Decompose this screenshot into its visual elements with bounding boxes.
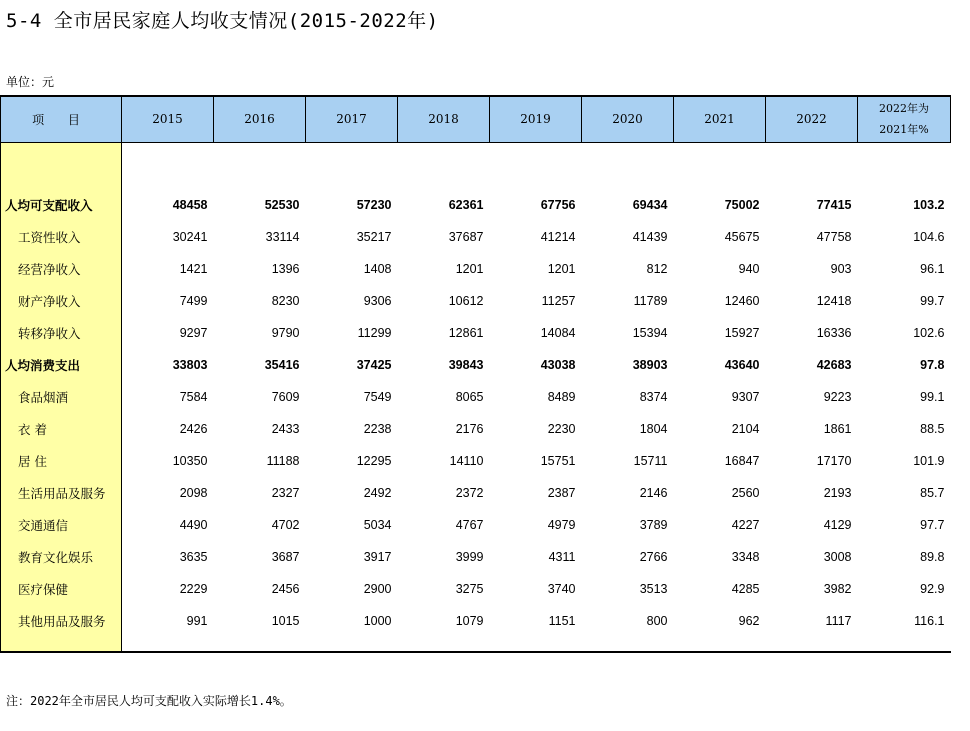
cell-value: 4227 [731, 517, 760, 532]
cell-value: 101.9 [913, 453, 945, 468]
cell-value: 8374 [639, 389, 668, 404]
cell-value: 67756 [540, 197, 576, 212]
cell-value: 16336 [816, 325, 852, 340]
cell-value: 11299 [357, 325, 392, 340]
cell-value: 77415 [816, 197, 852, 212]
cell-value: 991 [186, 613, 208, 628]
cell-value: 4129 [823, 517, 852, 532]
cell-value: 2456 [271, 581, 300, 596]
cell-value: 89.8 [920, 549, 945, 564]
table-row [1, 317, 951, 349]
cell-value: 99.7 [920, 293, 945, 308]
table-row [1, 541, 951, 573]
header-year: 2015 [122, 96, 214, 142]
page-title: 5-4 全市居民家庭人均收支情况(2015-2022年) [6, 10, 439, 32]
cell-value: 7499 [179, 293, 208, 308]
cell-value: 88.5 [920, 421, 945, 436]
cell-value: 2238 [363, 421, 392, 436]
cell-value: 2372 [455, 485, 484, 500]
unit-label: 单位：元 [6, 75, 55, 89]
cell-value: 1117 [825, 613, 852, 628]
cell-value: 102.6 [913, 325, 945, 340]
cell-value: 940 [738, 261, 760, 276]
header-ratio-line2: 2021年% [879, 123, 929, 137]
cell-value: 2492 [363, 485, 392, 500]
cell-value: 15751 [540, 453, 576, 468]
cell-value: 3917 [363, 549, 392, 564]
cell-value: 15711 [633, 453, 668, 468]
cell-value: 45675 [724, 229, 760, 244]
row-label: 人均可支配收入 [1, 189, 122, 221]
header-item: 项 目 [1, 96, 122, 142]
row-label: 医疗保健 [1, 573, 122, 605]
cell-value: 1861 [823, 421, 852, 436]
cell-value: 9790 [271, 325, 300, 340]
row-label: 财产净收入 [1, 285, 122, 317]
header-ratio-line1: 2022年为 [879, 102, 929, 116]
cell-value: 1804 [639, 421, 668, 436]
row-label: 其他用品及服务 [1, 605, 122, 637]
cell-value: 2900 [363, 581, 392, 596]
cell-value: 2560 [731, 485, 760, 500]
cell-value: 2327 [271, 485, 300, 500]
cell-value: 97.8 [920, 357, 945, 372]
row-label: 教育文化娱乐 [1, 541, 122, 573]
cell-value: 2146 [639, 485, 668, 500]
cell-value: 11789 [633, 293, 668, 308]
spacer-row [1, 637, 951, 652]
cell-value: 30241 [172, 229, 208, 244]
row-label: 生活用品及服务 [1, 477, 122, 509]
cell-value: 5034 [363, 517, 392, 532]
cell-value: 3635 [179, 549, 208, 564]
cell-value: 4702 [271, 517, 300, 532]
cell-value: 92.9 [920, 581, 945, 596]
cell-value: 16847 [724, 453, 760, 468]
cell-value: 39843 [448, 357, 484, 372]
header-year: 2022 [766, 96, 858, 142]
cell-value: 3999 [455, 549, 484, 564]
row-label: 人均消费支出 [1, 349, 122, 381]
cell-value: 8065 [455, 389, 484, 404]
cell-value: 69434 [632, 197, 668, 212]
cell-value: 47758 [816, 229, 852, 244]
cell-value: 52530 [264, 197, 300, 212]
cell-value: 1201 [547, 261, 576, 276]
cell-value: 1201 [455, 261, 484, 276]
cell-value: 903 [830, 261, 852, 276]
row-label: 经营净收入 [1, 253, 122, 285]
spacer-row [1, 142, 951, 189]
table-row [1, 253, 951, 285]
table-row [1, 573, 951, 605]
header-year: 2017 [306, 96, 398, 142]
cell-value: 37425 [356, 357, 392, 372]
cell-value: 3348 [731, 549, 760, 564]
table-row [1, 221, 951, 253]
table-row [1, 285, 951, 317]
table-row [1, 605, 951, 637]
cell-value: 1151 [548, 613, 576, 628]
cell-value: 9297 [179, 325, 208, 340]
cell-value: 96.1 [920, 261, 945, 276]
row-label: 居 住 [1, 445, 122, 477]
cell-value: 2229 [179, 581, 208, 596]
cell-value: 2176 [455, 421, 484, 436]
cell-value: 12418 [816, 293, 852, 308]
cell-value: 9306 [363, 293, 392, 308]
cell-value: 37687 [448, 229, 484, 244]
header-year: 2019 [490, 96, 582, 142]
cell-value: 7584 [179, 389, 208, 404]
footnote: 注：2022年全市居民人均可支配收入实际增长1.4%。 [6, 694, 292, 708]
row-label: 食品烟酒 [1, 381, 122, 413]
cell-value: 3789 [639, 517, 668, 532]
cell-value: 1408 [363, 261, 392, 276]
header-year: 2020 [582, 96, 674, 142]
cell-value: 38903 [632, 357, 668, 372]
cell-value: 116.1 [914, 613, 945, 628]
cell-value: 12861 [448, 325, 484, 340]
cell-value: 75002 [724, 197, 760, 212]
header-year: 2021 [674, 96, 766, 142]
cell-value: 48458 [172, 197, 208, 212]
cell-value: 35217 [356, 229, 392, 244]
cell-value: 800 [646, 613, 668, 628]
cell-value: 2104 [731, 421, 760, 436]
cell-value: 7549 [363, 389, 392, 404]
cell-value: 962 [738, 613, 760, 628]
header-year: 2016 [214, 96, 306, 142]
cell-value: 15927 [724, 325, 760, 340]
cell-value: 33803 [172, 357, 208, 372]
cell-value: 85.7 [920, 485, 945, 500]
cell-value: 2230 [547, 421, 576, 436]
cell-value: 12460 [724, 293, 760, 308]
row-label: 衣 着 [1, 413, 122, 445]
row-label: 工资性收入 [1, 221, 122, 253]
cell-value: 1015 [271, 613, 300, 628]
cell-value: 2193 [823, 485, 852, 500]
cell-value: 3513 [639, 581, 668, 596]
cell-value: 3008 [823, 549, 852, 564]
table-row [1, 381, 951, 413]
cell-value: 9307 [731, 389, 760, 404]
table-body [1, 142, 951, 652]
cell-value: 3687 [271, 549, 300, 564]
row-label: 交通通信 [1, 509, 122, 541]
cell-value: 1000 [363, 613, 392, 628]
table-row [1, 189, 951, 221]
cell-value: 43038 [540, 357, 576, 372]
cell-value: 42683 [816, 357, 852, 372]
cell-value: 10612 [448, 293, 484, 308]
cell-value: 97.7 [920, 517, 945, 532]
cell-value: 1396 [271, 261, 300, 276]
cell-value: 4285 [731, 581, 760, 596]
cell-value: 11188 [266, 453, 300, 468]
cell-value: 104.6 [913, 229, 945, 244]
cell-value: 9223 [823, 389, 852, 404]
cell-value: 2433 [271, 421, 300, 436]
header-year: 2018 [398, 96, 490, 142]
cell-value: 8489 [547, 389, 576, 404]
table-row [1, 445, 951, 477]
cell-value: 3982 [823, 581, 852, 596]
table-row [1, 349, 951, 381]
cell-value: 3740 [547, 581, 576, 596]
cell-value: 4767 [455, 517, 484, 532]
cell-value: 4490 [179, 517, 208, 532]
data-table [0, 95, 951, 653]
cell-value: 2766 [639, 549, 668, 564]
cell-value: 33114 [265, 229, 300, 244]
cell-value: 1421 [179, 261, 208, 276]
header-row [1, 96, 951, 142]
cell-value: 62361 [448, 197, 484, 212]
table-row [1, 477, 951, 509]
cell-value: 2098 [179, 485, 208, 500]
cell-value: 2387 [547, 485, 576, 500]
cell-value: 14110 [449, 453, 484, 468]
cell-value: 3275 [455, 581, 484, 596]
cell-value: 10350 [172, 453, 208, 468]
cell-value: 99.1 [920, 389, 945, 404]
header-ratio [858, 96, 951, 142]
cell-value: 812 [646, 261, 668, 276]
cell-value: 4311 [548, 549, 576, 564]
cell-value: 1079 [455, 613, 484, 628]
cell-value: 15394 [632, 325, 668, 340]
cell-value: 12295 [356, 453, 392, 468]
cell-value: 35416 [264, 357, 300, 372]
cell-value: 41214 [540, 229, 576, 244]
cell-value: 43640 [724, 357, 760, 372]
cell-value: 41439 [632, 229, 668, 244]
row-label: 转移净收入 [1, 317, 122, 349]
cell-value: 2426 [179, 421, 208, 436]
cell-value: 8230 [271, 293, 300, 308]
cell-value: 11257 [541, 293, 576, 308]
cell-value: 57230 [356, 197, 392, 212]
cell-value: 103.2 [913, 197, 945, 212]
cell-value: 7609 [271, 389, 300, 404]
cell-value: 4979 [547, 517, 576, 532]
table-row [1, 413, 951, 445]
table-row [1, 509, 951, 541]
cell-value: 14084 [540, 325, 576, 340]
cell-value: 17170 [816, 453, 852, 468]
